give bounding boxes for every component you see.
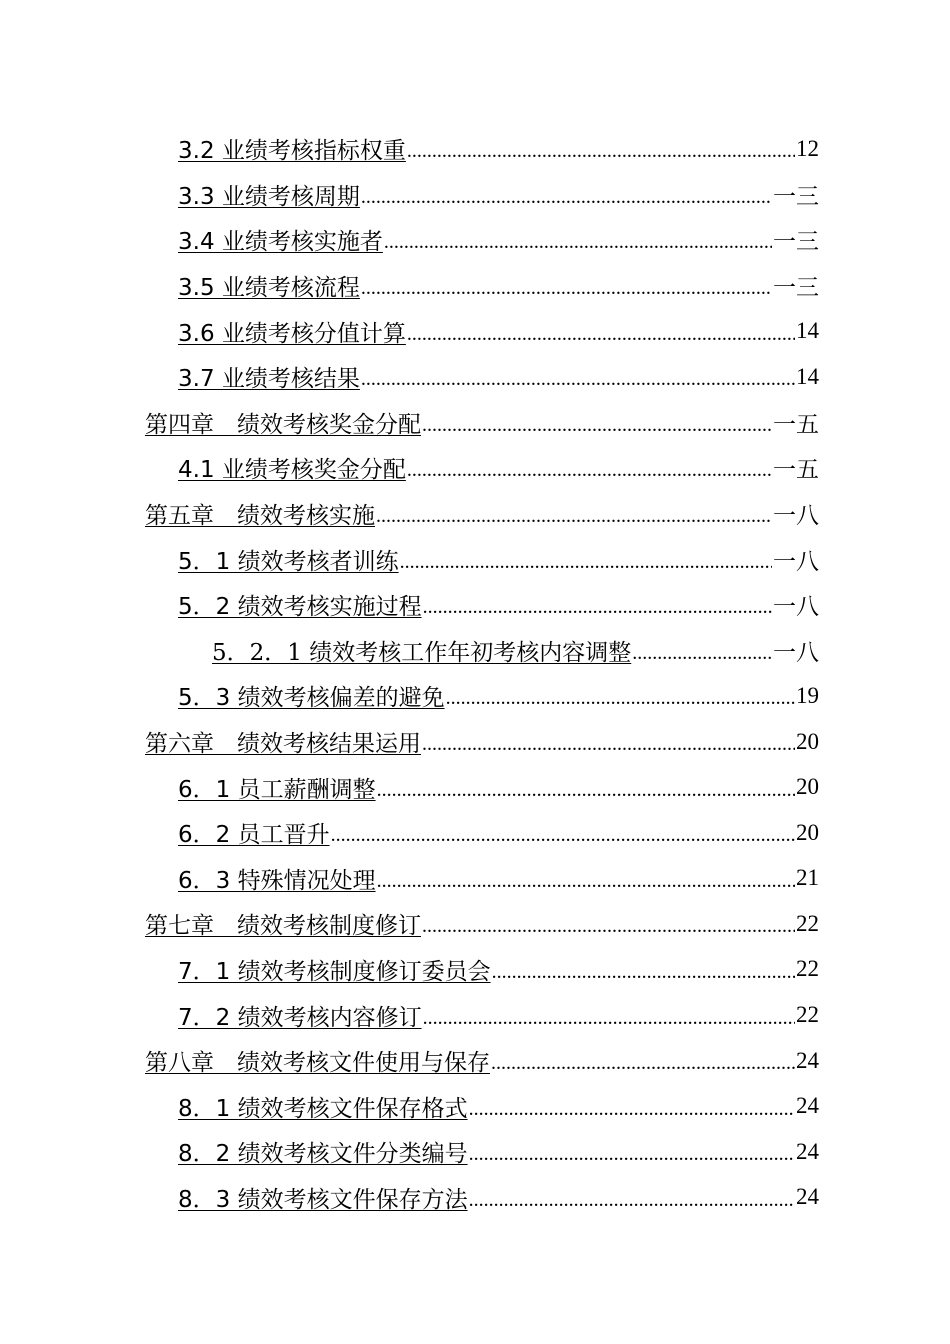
toc-entry-label[interactable]: 3.3 业绩考核周期	[178, 183, 360, 210]
toc-leader-dots	[407, 459, 772, 482]
toc-page-number: 21	[796, 865, 819, 891]
toc-entry-label[interactable]: 6．2 员工晋升	[178, 822, 330, 849]
toc-leader-dots	[422, 733, 795, 756]
toc-entry-label[interactable]: 7．2 绩效考核内容修订	[178, 1004, 422, 1031]
toc-page-number: 一五	[773, 411, 819, 438]
toc-entry[interactable]	[0, 992, 950, 1038]
toc-entry[interactable]	[0, 445, 950, 491]
toc-page-number: 20	[796, 819, 819, 845]
toc-entry[interactable]	[0, 1083, 950, 1129]
toc-page-number: 24	[796, 1047, 819, 1073]
toc-entry-label[interactable]: 3.6 业绩考核分值计算	[178, 320, 406, 347]
toc-entry[interactable]	[0, 536, 950, 582]
toc-page-number: 14	[796, 363, 819, 389]
toc-leader-dots	[400, 551, 772, 574]
toc-page-number: 一八	[773, 594, 819, 621]
toc-page-number: 14	[796, 318, 819, 344]
toc-page-number: 24	[796, 1138, 819, 1164]
toc-leader-dots	[469, 1098, 795, 1121]
toc-entry[interactable]	[0, 856, 950, 902]
toc-entry-label[interactable]: 6．3 特殊情况处理	[178, 867, 376, 894]
toc-entry[interactable]	[0, 172, 950, 218]
toc-subentry[interactable]	[0, 628, 950, 674]
toc-entry-label[interactable]: 8．1 绩效考核文件保存格式	[178, 1095, 468, 1122]
toc-leader-dots	[469, 1189, 795, 1212]
toc-chapter-entry[interactable]	[0, 491, 950, 537]
toc-leader-dots	[446, 687, 795, 710]
toc-entry-label[interactable]: 5．1 绩效考核者训练	[178, 548, 399, 575]
toc-page-number: 一三	[773, 275, 819, 302]
toc-leader-dots	[331, 824, 795, 847]
toc-page-number: 12	[796, 135, 819, 161]
toc-leader-dots	[407, 323, 795, 346]
toc-leader-dots	[491, 1052, 795, 1075]
toc-entry-label[interactable]: 8．3 绩效考核文件保存方法	[178, 1186, 468, 1213]
toc-entry[interactable]	[0, 582, 950, 628]
toc-leader-dots	[377, 870, 795, 893]
toc-leader-dots	[422, 915, 795, 938]
toc-entry-label[interactable]: 5．3 绩效考核偏差的避免	[178, 685, 445, 712]
toc-leader-dots	[361, 277, 772, 300]
toc-leader-dots	[469, 1143, 795, 1166]
toc-leader-dots	[377, 779, 795, 802]
toc-entry-label[interactable]: 3.4 业绩考核实施者	[178, 229, 383, 256]
toc-page-number: 一三	[773, 229, 819, 256]
toc-leader-dots	[422, 414, 772, 437]
toc-leader-dots	[407, 140, 795, 163]
toc-leader-dots	[492, 961, 795, 984]
toc-page-number: 24	[796, 1184, 819, 1210]
toc-leader-dots	[384, 231, 772, 254]
toc-entry[interactable]	[0, 1129, 950, 1175]
toc-entry[interactable]	[0, 126, 950, 172]
toc-entry-label[interactable]: 第八章 绩效考核文件使用与保存	[145, 1050, 490, 1077]
toc-leader-dots	[423, 596, 772, 619]
toc-leader-dots	[423, 1007, 795, 1030]
toc-chapter-entry[interactable]	[0, 1038, 950, 1084]
toc-page-number: 22	[796, 1002, 819, 1028]
toc-leader-dots	[361, 186, 772, 209]
toc-chapter-entry[interactable]	[0, 400, 950, 446]
toc-entry-label[interactable]: 4.1 业绩考核奖金分配	[178, 457, 406, 484]
table-of-contents	[0, 126, 950, 1220]
toc-page-number: 一八	[773, 639, 819, 666]
toc-entry-label[interactable]: 3.7 业绩考核结果	[178, 366, 360, 393]
toc-leader-dots	[376, 505, 772, 528]
toc-entry-label[interactable]: 6．1 员工薪酬调整	[178, 776, 376, 803]
toc-entry-label[interactable]: 7．1 绩效考核制度修订委员会	[178, 958, 491, 985]
toc-entry-label[interactable]: 5．2 绩效考核实施过程	[178, 594, 422, 621]
toc-chapter-entry[interactable]	[0, 719, 950, 765]
toc-entry-label[interactable]: 5．2．1 绩效考核工作年初考核内容调整	[212, 639, 632, 666]
toc-page-number: 20	[796, 774, 819, 800]
toc-entry-label[interactable]: 第六章 绩效考核结果运用	[145, 731, 421, 758]
toc-entry[interactable]	[0, 1175, 950, 1221]
toc-entry[interactable]	[0, 217, 950, 263]
toc-entry-label[interactable]: 8．2 绩效考核文件分类编号	[178, 1141, 468, 1168]
toc-entry[interactable]	[0, 810, 950, 856]
toc-entry[interactable]	[0, 354, 950, 400]
toc-page-number: 一八	[773, 503, 819, 530]
toc-entry[interactable]	[0, 263, 950, 309]
toc-leader-dots	[361, 368, 795, 391]
toc-entry-label[interactable]: 第五章 绩效考核实施	[145, 503, 375, 530]
toc-entry-label[interactable]: 第七章 绩效考核制度修订	[145, 913, 421, 940]
toc-page-number: 24	[796, 1093, 819, 1119]
toc-entry[interactable]	[0, 673, 950, 719]
toc-page-number: 19	[796, 682, 819, 708]
toc-page-number: 20	[796, 728, 819, 754]
toc-page-number: 一五	[773, 457, 819, 484]
toc-entry[interactable]	[0, 764, 950, 810]
toc-page-number: 一八	[773, 548, 819, 575]
toc-entry-label[interactable]: 3.5 业绩考核流程	[178, 275, 360, 302]
toc-entry[interactable]	[0, 308, 950, 354]
toc-chapter-entry[interactable]	[0, 901, 950, 947]
toc-entry[interactable]	[0, 947, 950, 993]
toc-page-number: 一三	[773, 183, 819, 210]
toc-leader-dots	[632, 642, 772, 665]
toc-page-number: 22	[796, 910, 819, 936]
toc-page-number: 22	[796, 956, 819, 982]
toc-entry-label[interactable]: 3.2 业绩考核指标权重	[178, 138, 406, 165]
toc-entry-label[interactable]: 第四章 绩效考核奖金分配	[145, 411, 421, 438]
